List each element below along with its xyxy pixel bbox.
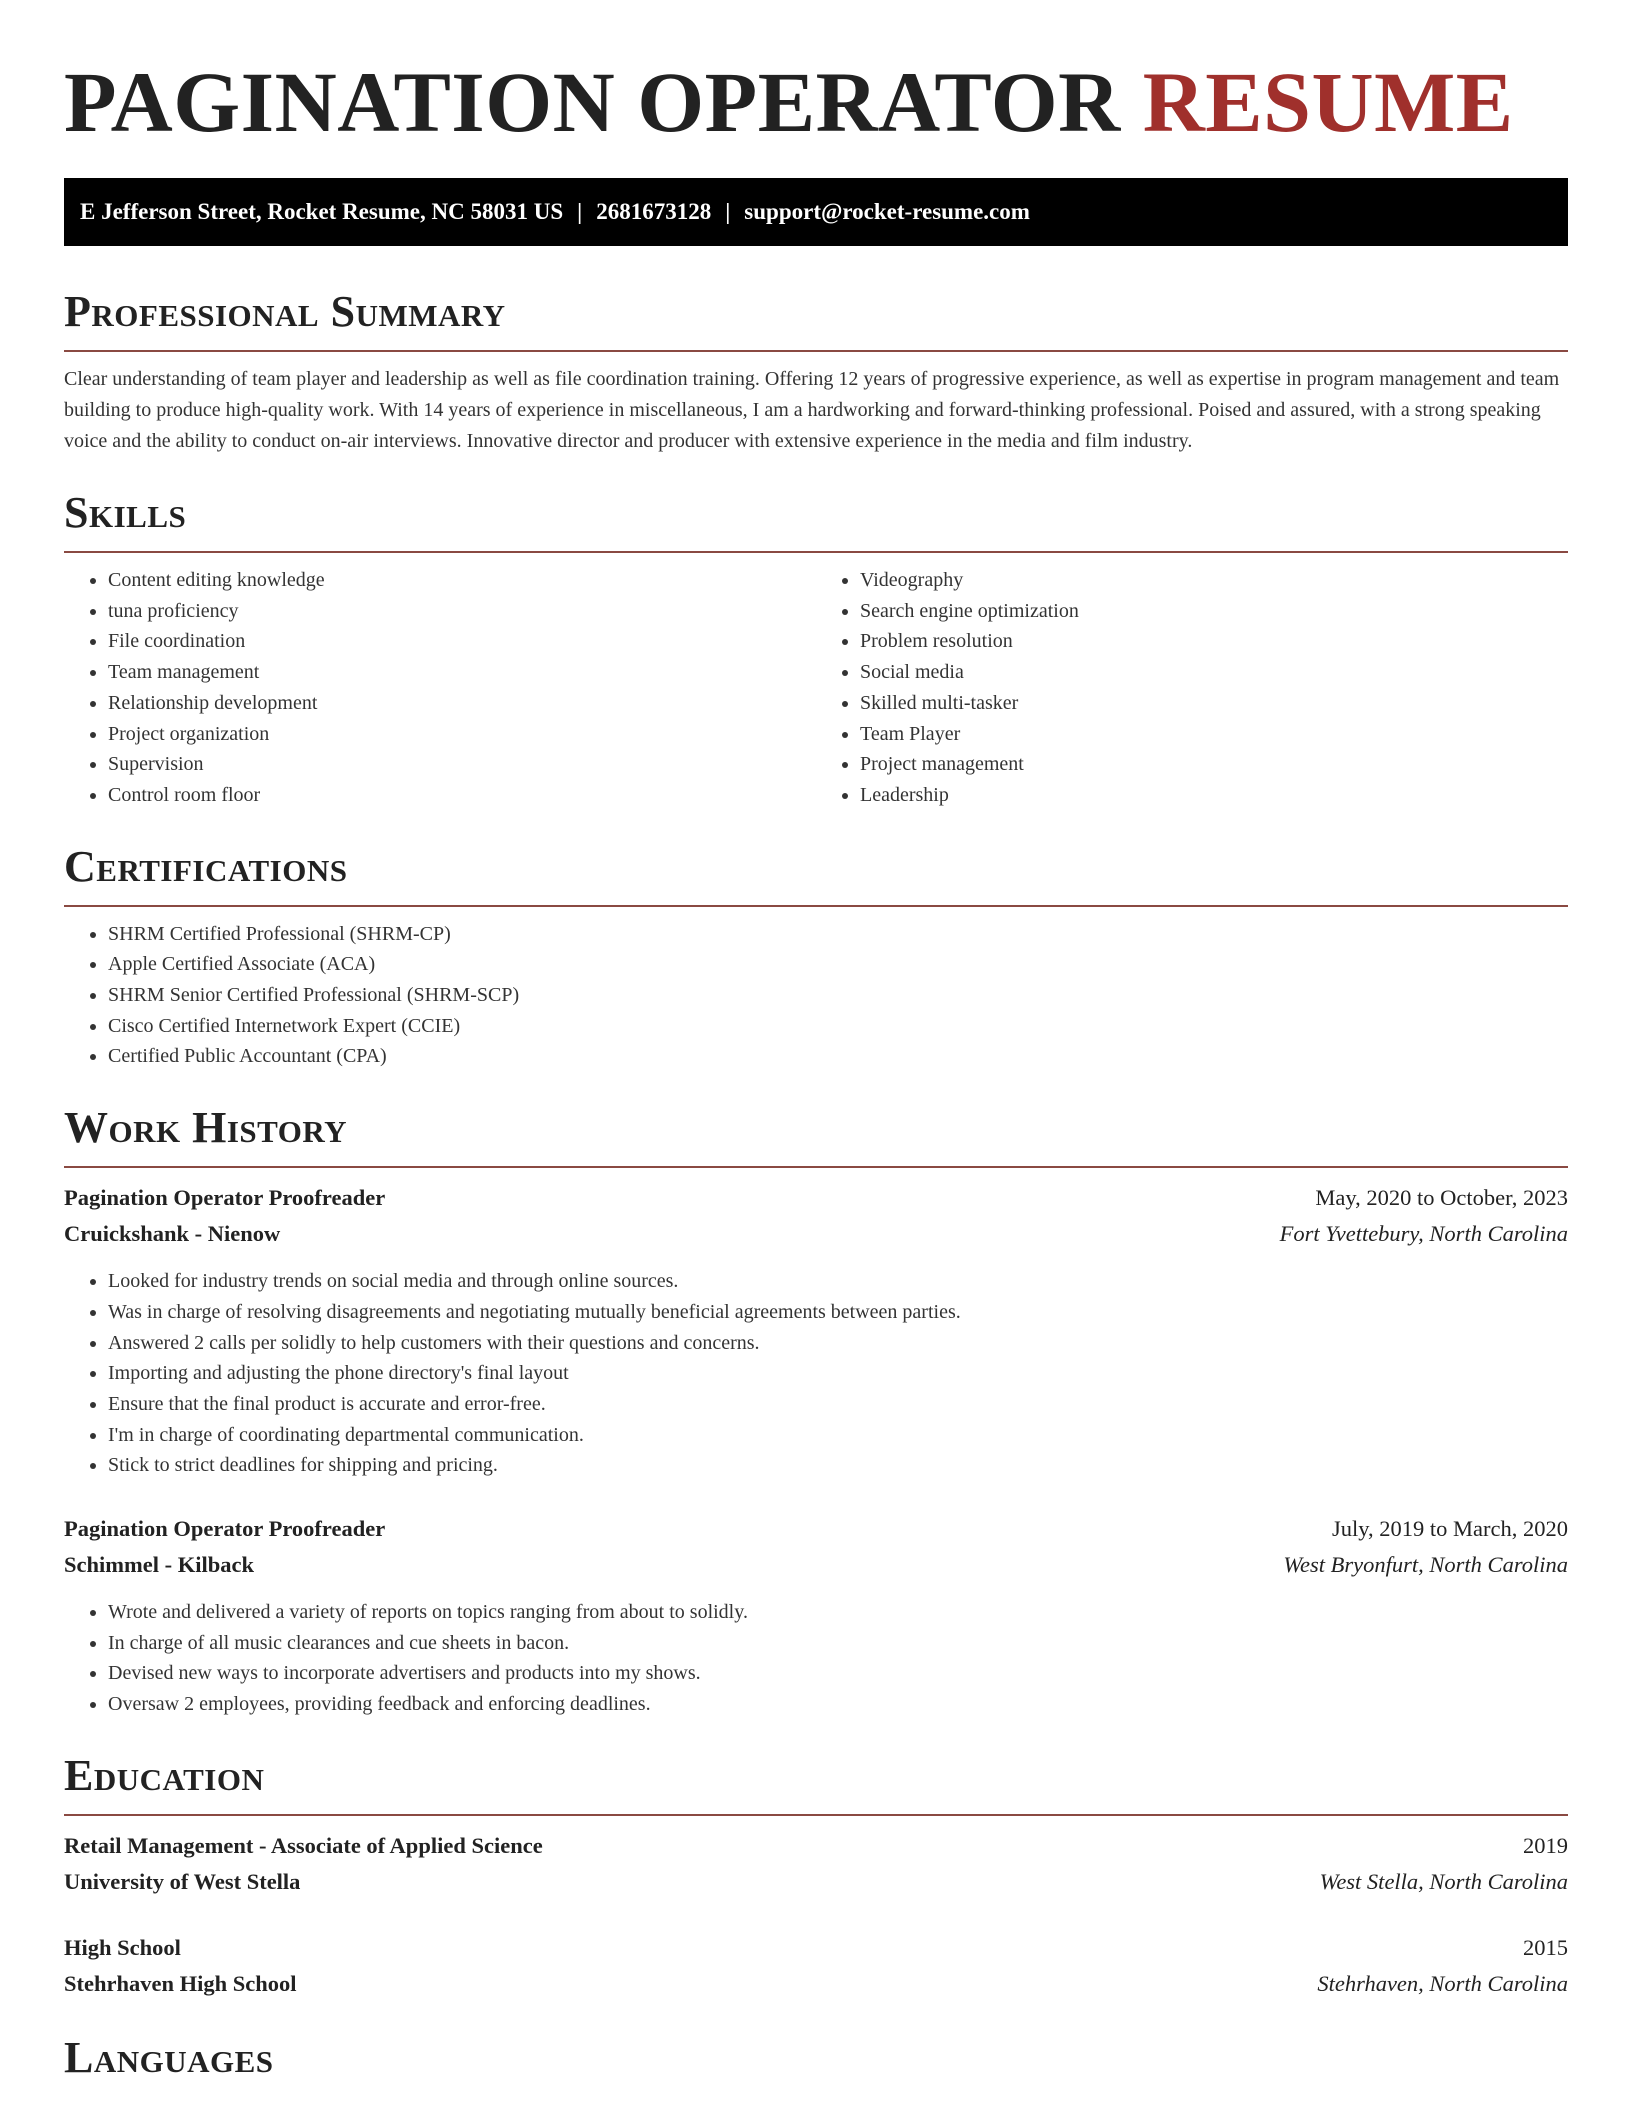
job-duty: • Devised new ways to incorporate advertisers and products into my shows.: [108, 1658, 1568, 1689]
job-duties-list: [64, 1266, 1568, 1481]
job-company-row: [64, 1547, 1568, 1583]
education-school-row: [64, 1864, 1568, 1900]
job-duty: • Oversaw 2 employees, providing feedback and enforcing deadlines.: [108, 1689, 1568, 1720]
skills-list-left: [64, 565, 816, 811]
skills-heading: Skills: [64, 488, 187, 537]
work-history-section: [64, 1102, 1568, 1720]
skills-list-right: [816, 565, 1568, 811]
job-duties-list: [64, 1597, 1568, 1720]
skill-item: • Problem resolution: [860, 626, 1568, 657]
education-school-row: [64, 1966, 1568, 2002]
job-duty: • I'm in charge of coordinating departmental communication.: [108, 1420, 1568, 1451]
certification-item: • SHRM Senior Certified Professional (SHRM-SCP): [108, 980, 1568, 1011]
job-duty: • Wrote and delivered a variety of reports on topics ranging from about to solidly.: [108, 1597, 1568, 1628]
certification-item: • Cisco Certified Internetwork Expert (CCIE): [108, 1011, 1568, 1042]
job-entry: [64, 1511, 1568, 1720]
skill-item: • Team management: [108, 657, 816, 688]
skills-column-left: [64, 565, 816, 811]
certification-item: • SHRM Certified Professional (SHRM-CP): [108, 919, 1568, 950]
education-degree-row: [64, 1828, 1568, 1864]
job-title: Pagination Operator Proofreader: [64, 1516, 386, 1542]
skill-item: • Leadership: [860, 780, 1568, 811]
skill-item: • Search engine optimization: [860, 596, 1568, 627]
job-duty: • Stick to strict deadlines for shipping and pricing.: [108, 1450, 1568, 1481]
education-degree-row: [64, 1930, 1568, 1966]
job-duty: • Answered 2 calls per solidly to help customers with their questions and concerns.: [108, 1328, 1568, 1359]
contact-bar: [64, 178, 1568, 246]
education-school: University of West Stella: [64, 1868, 301, 1894]
job-duty: • In charge of all music clearances and cue sheets in bacon.: [108, 1628, 1568, 1659]
skill-item: • Content editing knowledge: [108, 565, 816, 596]
education-location: Stehrhaven, North Carolina: [1317, 1970, 1568, 1996]
job-duty: • Was in charge of resolving disagreements and negotiating mutually beneficial agreements between parties.: [108, 1297, 1568, 1328]
education-entry: [64, 1930, 1568, 2002]
skill-item: • File coordination: [108, 626, 816, 657]
skill-item: • Control room floor: [108, 780, 816, 811]
summary-section: [64, 286, 1568, 457]
education-school: Stehrhaven High School: [64, 1970, 297, 1996]
summary-heading: Professional Summary: [64, 287, 506, 336]
skill-item: • Project organization: [108, 719, 816, 750]
contact-phone: 2681673128: [596, 199, 712, 224]
skill-item: • Relationship development: [108, 688, 816, 719]
job-company: Schimmel - Kilback: [64, 1552, 254, 1578]
job-location: Fort Yvettebury, North Carolina: [1279, 1221, 1568, 1247]
education-entry: [64, 1828, 1568, 1900]
contact-separator: |: [725, 199, 731, 224]
job-duty: • Ensure that the final product is accurate and error-free.: [108, 1389, 1568, 1420]
certifications-section: [64, 841, 1568, 1073]
education-year: 2019: [1523, 1832, 1568, 1858]
certification-item: • Certified Public Accountant (CPA): [108, 1041, 1568, 1072]
job-company-row: [64, 1216, 1568, 1252]
job-dates: July, 2019 to March, 2020: [1331, 1516, 1568, 1542]
job-title: Pagination Operator Proofreader: [64, 1185, 386, 1211]
education-section: [64, 1750, 1568, 2002]
job-company: Cruickshank - Nienow: [64, 1221, 281, 1247]
education-heading: Education: [64, 1750, 265, 1800]
certifications-heading: Certifications: [64, 841, 348, 891]
education-degree: High School: [64, 1934, 181, 1960]
languages-section: [64, 2032, 1568, 2084]
summary-text: Clear understanding of team player and leadership as well as file coordination training. Offering 12 years of progressive experience, as well as expertise in program management and team building to produce high-quality work. With 14 years of experience in miscellaneous, I am a hardworking and forward-thinking professional. Poised and assured, with a strong speaking voice and the ability to conduct on-air interviews. Innovative director and producer with extensive experience in the media and film industry.: [64, 368, 1560, 452]
section-divider: [64, 350, 1568, 352]
job-location: West Bryonfurt, North Carolina: [1283, 1552, 1568, 1578]
job-title-row: [64, 1180, 1568, 1216]
title-accent: RESUME: [1142, 54, 1514, 150]
skills-section: [64, 487, 1568, 811]
work-history-heading: Work History: [64, 1103, 348, 1153]
certification-item: • Apple Certified Associate (ACA): [108, 949, 1568, 980]
contact-address: E Jefferson Street, Rocket Resume, NC 58031 US: [80, 199, 564, 224]
resume-title: [64, 52, 1568, 152]
contact-separator: |: [577, 199, 583, 224]
education-degree: Retail Management - Associate of Applied Science: [64, 1832, 543, 1858]
skill-item: • Videography: [860, 565, 1568, 596]
section-divider: [64, 1814, 1568, 1816]
skills-column-right: [816, 565, 1568, 811]
section-divider: [64, 1166, 1568, 1168]
skill-item: • Skilled multi-tasker: [860, 688, 1568, 719]
job-duty: • Looked for industry trends on social media and through online sources.: [108, 1266, 1568, 1297]
section-divider: [64, 551, 1568, 553]
contact-email: support@rocket-resume.com: [744, 199, 1030, 224]
languages-heading: Languages: [64, 2032, 274, 2082]
skill-item: • Supervision: [108, 749, 816, 780]
education-location: West Stella, North Carolina: [1319, 1868, 1568, 1894]
skill-item: • tuna proficiency: [108, 596, 816, 627]
section-divider: [64, 905, 1568, 907]
education-year: 2015: [1523, 1934, 1568, 1960]
job-dates: May, 2020 to October, 2023: [1315, 1185, 1568, 1211]
job-duty: • Importing and adjusting the phone directory's final layout: [108, 1358, 1568, 1389]
skill-item: • Social media: [860, 657, 1568, 688]
job-entry: [64, 1180, 1568, 1481]
certifications-list: [64, 919, 1568, 1073]
job-title-row: [64, 1511, 1568, 1547]
title-main: PAGINATION OPERATOR: [64, 54, 1121, 150]
skill-item: • Team Player: [860, 719, 1568, 750]
skills-grid: [64, 565, 1568, 811]
skill-item: • Project management: [860, 749, 1568, 780]
